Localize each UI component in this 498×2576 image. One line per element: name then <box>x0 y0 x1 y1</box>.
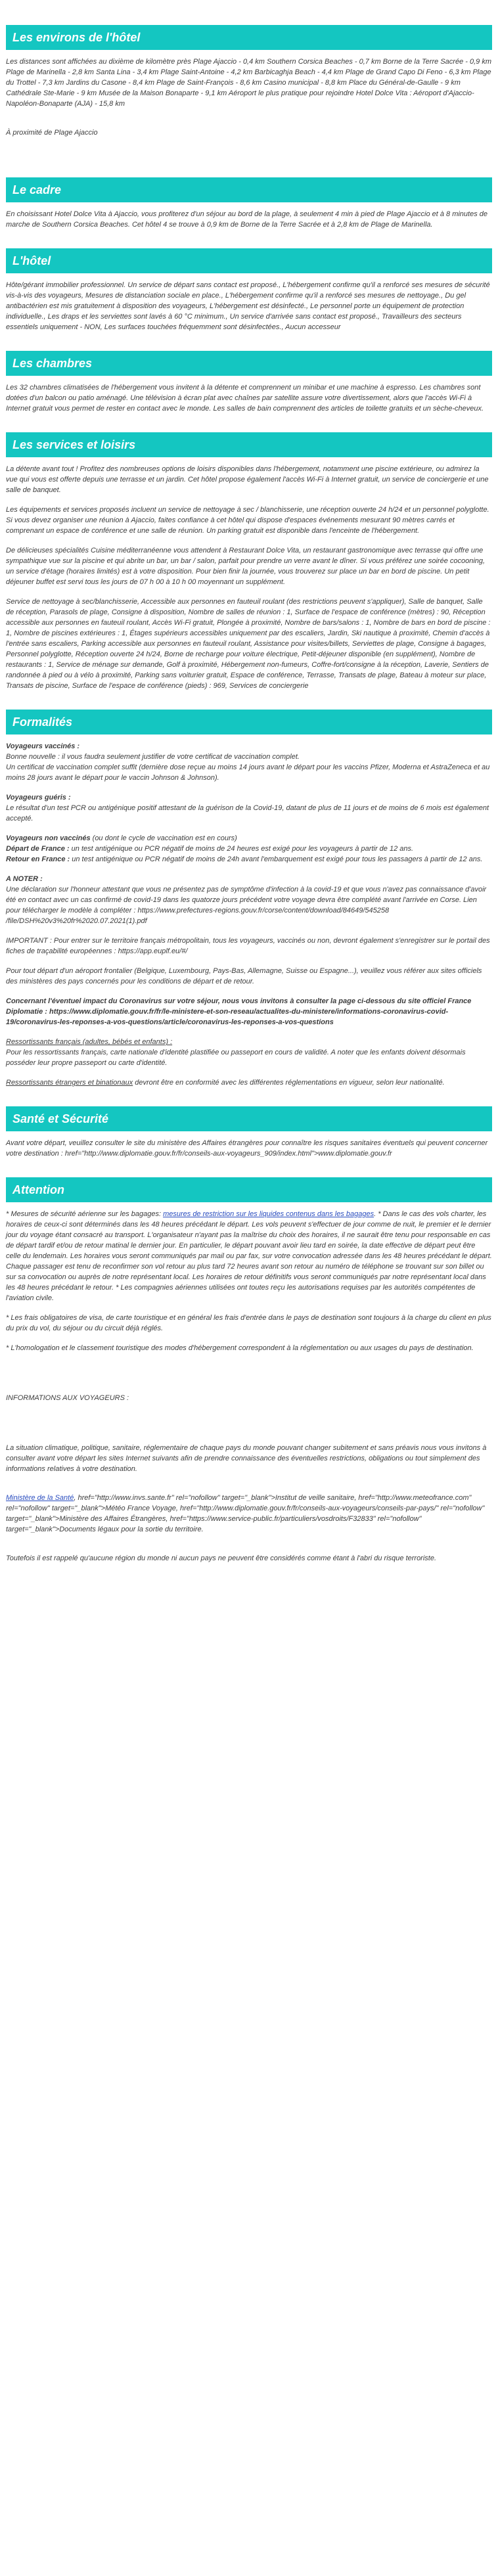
environs-proximite: À proximité de Plage Ajaccio <box>6 129 98 137</box>
environs-distances: Les distances sont affichées au dixième de kilomètre près Plage Ajaccio - 0,4 km Southern Corsica Beaches - 0,7 km Borne de la Terre Sacrée - 0,9 km Plage de Marinella - 2,8 km Santa Lina - 3,4 km Plage Saint-Antoine - 4,2 km Barbicaghja Beach - 4,4 km Plage de Grand Capo Di Feno - 6,3 km Plage du Trottel - 7,3 km Jardins du Casone - 8,4 km Plage de Saint-François - 8,6 km Casino municipal - 8,8 km Place du Général-de-Gaulle - 9 km Cathédrale Ste-Marie - 9 km Musée de la Maison Bonaparte - 9,1 km Aéroport le plus pratique pour rejoindre Hotel Dolce Vita : Aéroport d'Ajaccio-Napoléon-Bonaparte (AJA) - 15,8 km <box>6 58 491 108</box>
attention-heading: Attention <box>6 1177 492 1202</box>
vaccines-line1: Bonne nouvelle : il vous faudra seulement justifier de votre certificat de vaccination complet. <box>6 753 300 761</box>
chambres-section <box>0 351 498 414</box>
services-section <box>0 432 498 691</box>
ressortissants-link[interactable]: Ressortissants français (adultes, bébés et enfants) : <box>6 1038 173 1046</box>
cadre-heading: Le cadre <box>6 177 492 202</box>
retour-text: un test antigénique ou PCR négatif de moins de 24h avant l'embarquement est exigé pour tous les passagers à partir de 12 ans. <box>70 855 483 863</box>
services-equipements: Les équipements et services proposés incluent un service de nettoyage à sec / blanchisserie, une réception ouverte 24 h/24 et un personnel polyglotte. Si vous devez organiser une réunion à Ajaccio, faites confiance à cet hôtel qui dispose d'espaces événements mesurant 90 mètres carrés et comprenant un espace de conférence et une salle de réunion. Un parking gratuit est disponible dans l'enceinte de l'hébergement. <box>6 506 489 535</box>
cadre-text: En choisissant Hotel Dolce Vita à Ajaccio, vous profiterez d'un séjour au bord de la plage, à seulement 4 min à pied de Plage Ajaccio et à 8 minutes de marche de Southern Corsica Beaches. Cet hôtel 4 se trouve à 0,9 km de Borne de la Terre Sacrée et à 2,8 km de Plage de Marinella. <box>6 210 488 229</box>
nonvacc-suffix: (ou dont le cycle de vaccination est en cours) <box>90 834 237 842</box>
attention-p4: La situation climatique, politique, sanitaire, réglementaire de chaque pays du monde pouvant changer subitement et sans préavis nous vous invitons à consulter avant votre départ les sites Internet suivants afin de prendre connaissance des éventuelles restrictions, obligations ou tout simplement des informations relatives à votre destination. <box>6 1444 487 1473</box>
nonvacc-block <box>6 833 492 865</box>
sante-heading: Santé et Sécurité <box>6 1106 492 1131</box>
nonvacc-label: Voyageurs non vaccinés <box>6 834 91 842</box>
depart-text: un test antigénique ou PCR négatif de moins de 24 heures est exigé pour les voyageurs à partir de 12 ans. <box>69 845 414 853</box>
cadre-section <box>0 177 498 230</box>
services-restaurant: De délicieuses spécialités Cuisine méditerranéenne vous attendent à Restaurant Dolce Vita, un restaurant gastronomique avec terrasse qui offre une sympathique vue sur la piscine et qui abrite un bar, un bar / salon, parfait pour prendre un verre avant le dîner. Si vous préférez une soirée cocooning, un service d'étage (horaires limités) est à votre disposition. Pour bien finir la journée, vous trouverez sur place un bar en bord de piscine. Un petit déjeuner buffet est servi tous les jours de 07 h 00 à 10 h 00 moyennant un supplément. <box>6 547 486 586</box>
etrangers-block <box>6 1077 492 1088</box>
anoter-label: A NOTER : <box>6 875 43 883</box>
services-intro: La détente avant tout ! Profitez des nombreuses options de loisirs disponibles dans l'hébergement, notamment une piscine extérieure, ou admirez la vue qui vous est offerte depuis une terrasse et un jardin. Cet hôtel propose également l'accès Wi-Fi à Internet gratuit, un service de conciergerie et une salle de banquet. <box>6 465 489 494</box>
attention-p2: * Les frais obligatoires de visa, de carte touristique et en général les frais d'entrée dans le pays de destination sont toujours à la charge du client en plus du prix du vol, du séjour ou du circuit déjà réglés. <box>6 1314 491 1332</box>
concernant-text <box>6 996 492 1028</box>
anoter-text: Une déclaration sur l'honneur attestant que vous ne présentez pas de symptôme d'infection à la covid-19 et que vous n'avez pas connaissance d'avoir été en contact avec un cas confirmé de covid-19 dans les quatorze jours précédent votre voyage devra être complété avant l'arrivée en Corse. Lien pour télécharger le modèle à compléter : https://www.prefectures-regions.gouv.fr/corse/content/download/84649/545258 /file/DSH%20v3%20fr%2020.07.2021(1).pdf <box>6 886 487 925</box>
services-heading: Les services et loisirs <box>6 432 492 457</box>
anoter-block <box>6 874 492 926</box>
attention-p3: * L'homologation et le classement touristique des modes d'hébergement correspondent à la réglementation ou aux usages du pays de destination. <box>6 1344 474 1352</box>
environs-section <box>0 0 498 138</box>
hotel-section <box>0 248 498 332</box>
attention-p6: Toutefois il est rappelé qu'aucune région du monde ni aucun pays ne peuvent être considérés comme étant à l'abri du risque terroriste. <box>6 1554 437 1562</box>
depart-label: Départ de France : <box>6 845 70 853</box>
etrangers-link[interactable]: Ressortissants étrangers et binationaux <box>6 1079 133 1087</box>
attention-p1 <box>6 1209 492 1303</box>
sante-text: Avant votre départ, veuillez consulter le site du ministère des Affaires étrangères pour connaître les risques sanitaires éventuels qui peuvent concerner votre destination : href="http://www.diplomatie.gouv.fr/fr/conseils-aux-voyageurs_909/index.html">www.diplomatie.gouv.fr <box>6 1139 488 1158</box>
attention-p1-start: * Mesures de sécurité aérienne sur les bagages: <box>6 1210 164 1218</box>
vaccines-label: Voyageurs vaccinés : <box>6 742 80 750</box>
attention-section <box>0 1177 498 1564</box>
gueris-label: Voyageurs guéris : <box>6 794 71 802</box>
formalites-section <box>0 710 498 1088</box>
hotel-text: Hôte/gérant immobilier professionnel. Un service de départ sans contact est proposé., L'hébergement confirme qu'il a renforcé ses mesures de sécurité vis-à-vis des voyageurs, Mesures de distanciation sociale en place., L'hébergement confirme qu'il a renforcé ses mesures de nettoyage., Du gel antibactérien est mis gratuitement à disposition des voyageurs, L'hébergement est désinfecté., Le personnel porte un équipement de protection individuelle., Les draps et les serviettes sont lavés à 60 °C minimum., Un service d'arrivée sans contact est proposé., Travailleurs des secteurs essentiels uniquement - NON, Les surfaces touchées fréquemment sont désinfectées., Aucun accesseur <box>6 281 490 331</box>
vaccines-block <box>6 741 492 783</box>
ministere-sante-link[interactable]: Ministère de la Santé <box>6 1494 74 1502</box>
formalites-heading: Formalités <box>6 710 492 734</box>
gueris-block <box>6 792 492 824</box>
chambres-text: Les 32 chambres climatisées de l'hébergement vous invitent à la détente et comprennent un minibar et une machine à espresso. Les chambres sont dotées d'un balcon ou patio aménagé. Une télévision à écran plat avec chaînes par satellite assure votre divertissement, alors que l'accès Wi-Fi à Internet gratuit vous permet de rester en contact avec le monde. Les salles de bain comprennent des articles de toilette gratuits et un sèche-cheveux. <box>6 384 484 413</box>
concernant-bold: Concernant l'éventuel impact du Coronavirus sur votre séjour, nous vous invitons à consulter la page ci-dessous du site officiel France Diplomatie : https://www.diplomatie.gouv.fr/fr/le-ministere-et-son-reseau/actualites-du-ministere/informations-coronavirus-covid-19/coronavirus-les-reponses-a-vos-questions/article/coronavirus-les-reponses-a-vos-questions <box>6 997 472 1026</box>
etrangers-text: devront être en conformité avec les différentes réglementations en vigueur, selon leur nationalité. <box>133 1079 445 1087</box>
important-text: IMPORTANT : Pour entrer sur le territoire français métropolitain, tous les voyageurs, vaccinés ou non, devront également s'enregistrer sur le portail des fiches de traçabilité européennes : https://app.euplf.eu/#/ <box>6 937 490 955</box>
sante-section <box>0 1106 498 1159</box>
attention-p5-rest: , href="http://www.invs.sante.fr" rel="nofollow" target="_blank">Institut de veille sanitaire, href="http://www.meteofrance.com" rel="nofollow" target="_blank">Météo France Voyage, href="http://www.diplomatie.gouv.fr/fr/conseils-aux-voyageurs/conseils-par-pays/" rel="nofollow" target="_blank">Ministère des Affaires Étrangères, href="https://www.service-public.fr/particuliers/vosdroits/F32833" rel="nofollow" target="_blank">Documents légaux pour la sortie du territoire. <box>6 1494 485 1533</box>
hotel-heading: L'hôtel <box>6 248 492 273</box>
ressortissants-text: Pour les ressortissants français, carte nationale d'identité plastifiée ou passeport en cours de validité. A noter que les enfants doivent désormais posséder leur propre passeport ou carte d'identité. <box>6 1049 466 1067</box>
transit-text: Pour tout départ d'un aéroport frontalier (Belgique, Luxembourg, Pays-Bas, Allemagne, Suisse ou Espagne...), veuillez vous référer aux sites officiels des ministères des pays concernés pour les conditions de départ et de retour. <box>6 967 482 985</box>
liquides-link[interactable]: mesures de restriction sur les liquides contenus dans les bagages <box>163 1210 374 1218</box>
services-liste: Service de nettoyage à sec/blanchisserie, Accessible aux personnes en fauteuil roulant (des restrictions peuvent s'appliquer), Salle de banquet, Salle de réception, Parasols de plage, Consigne à disposition, Nombre de salles de réunion : 1, Surface de l'espace de conférence (mètres) : 90, Réception accessible aux personnes en fauteuil roulant, Accès Wi-Fi gratuit, Plongée à proximité, Nombre de bars/salons : 1, Nombre de bars en bord de piscine : 1, Nombre de piscines extérieures : 1, Étages supérieurs accessibles uniquement par des escaliers, Jardin, Ski nautique à proximité, Chemin d'accès à l'entrée sans escaliers, Parking accessible aux personnes en fauteuil roulant, Assistance pour visites/billets, Serviettes de plage, Consigne à bagages, Personnel polyglotte, Réception ouverte 24 h/24, Borne de recharge pour voiture électrique, Petit-déjeuner disponible (en supplément), Nombre de restaurants : 1, Service de ménage sur demande, Golf à proximité, Hébergement non-fumeurs, Coffre-fort/consigne à la réception, Laverie, Sentiers de randonnée à pied ou à vélo à proximité, Parking sans voiturier gratuit, Espace de conférence, Terrasse, Transats de plage, Bateau à moteur sur place, Transats de piscine, Surface de l'espace de conférence (pieds) : 969, Services de conciergerie <box>6 598 491 690</box>
attention-p1-end: . * Dans le cas des vols charter, les horaires de ceux-ci sont déterminés dans les 48 heures précédant le départ. Les vols peuvent s'effectuer de jour comme de nuit, le premier et le dernier jour du voyage étant consacré au transport. L'organisateur n'ayant pas la maîtrise du choix des horaires, il ne saurait être tenu pour responsable en cas de départ tardif et/ou de retour matinal le dernier jour. En particulier, le départ pouvant avoir lieu tard en soirée, la date effective de départ peut être celle du lendemain. Les horaires vous seront communiqués par mail ou par fax, sur votre convocation adressée dans les 48 heures précédant le départ. Chaque passager est tenu de reconfirmer son vol retour au plus tard 72 heures avant son retour au numéro de téléphone se trouvant sur son billet ou sur sa convocation ou auprès de notre représentant local. Les horaires de retour définitifs vous seront communiqués par notre représentant local dans les 48 heures précédant le retour. * Les compagnies aériennes utilisées ont toutes reçu les autorisations requises par les autorités compétentes de l'aviation civile. <box>6 1210 492 1302</box>
infos-voyageurs-label: INFORMATIONS AUX VOYAGEURS : <box>6 1394 129 1402</box>
retour-label: Retour en France : <box>6 855 70 863</box>
gueris-text: Le résultat d'un test PCR ou antigénique positif attestant de la guérison de la Covid-19, datant de plus de 11 jours et de moins de 6 mois est également accepté. <box>6 804 489 823</box>
attention-p5 <box>6 1493 492 1535</box>
ressortissants-block <box>6 1037 492 1068</box>
vaccines-line2: Un certificat de vaccination complet suffit (dernière dose reçue au moins 14 jours avant le départ pour les vaccins Pfizer, Moderna et AstraZeneca et au moins 28 jours avant le départ pour le vaccin Johnson & Johnson). <box>6 763 490 782</box>
environs-heading: Les environs de l'hôtel <box>6 25 492 50</box>
chambres-heading: Les chambres <box>6 351 492 376</box>
